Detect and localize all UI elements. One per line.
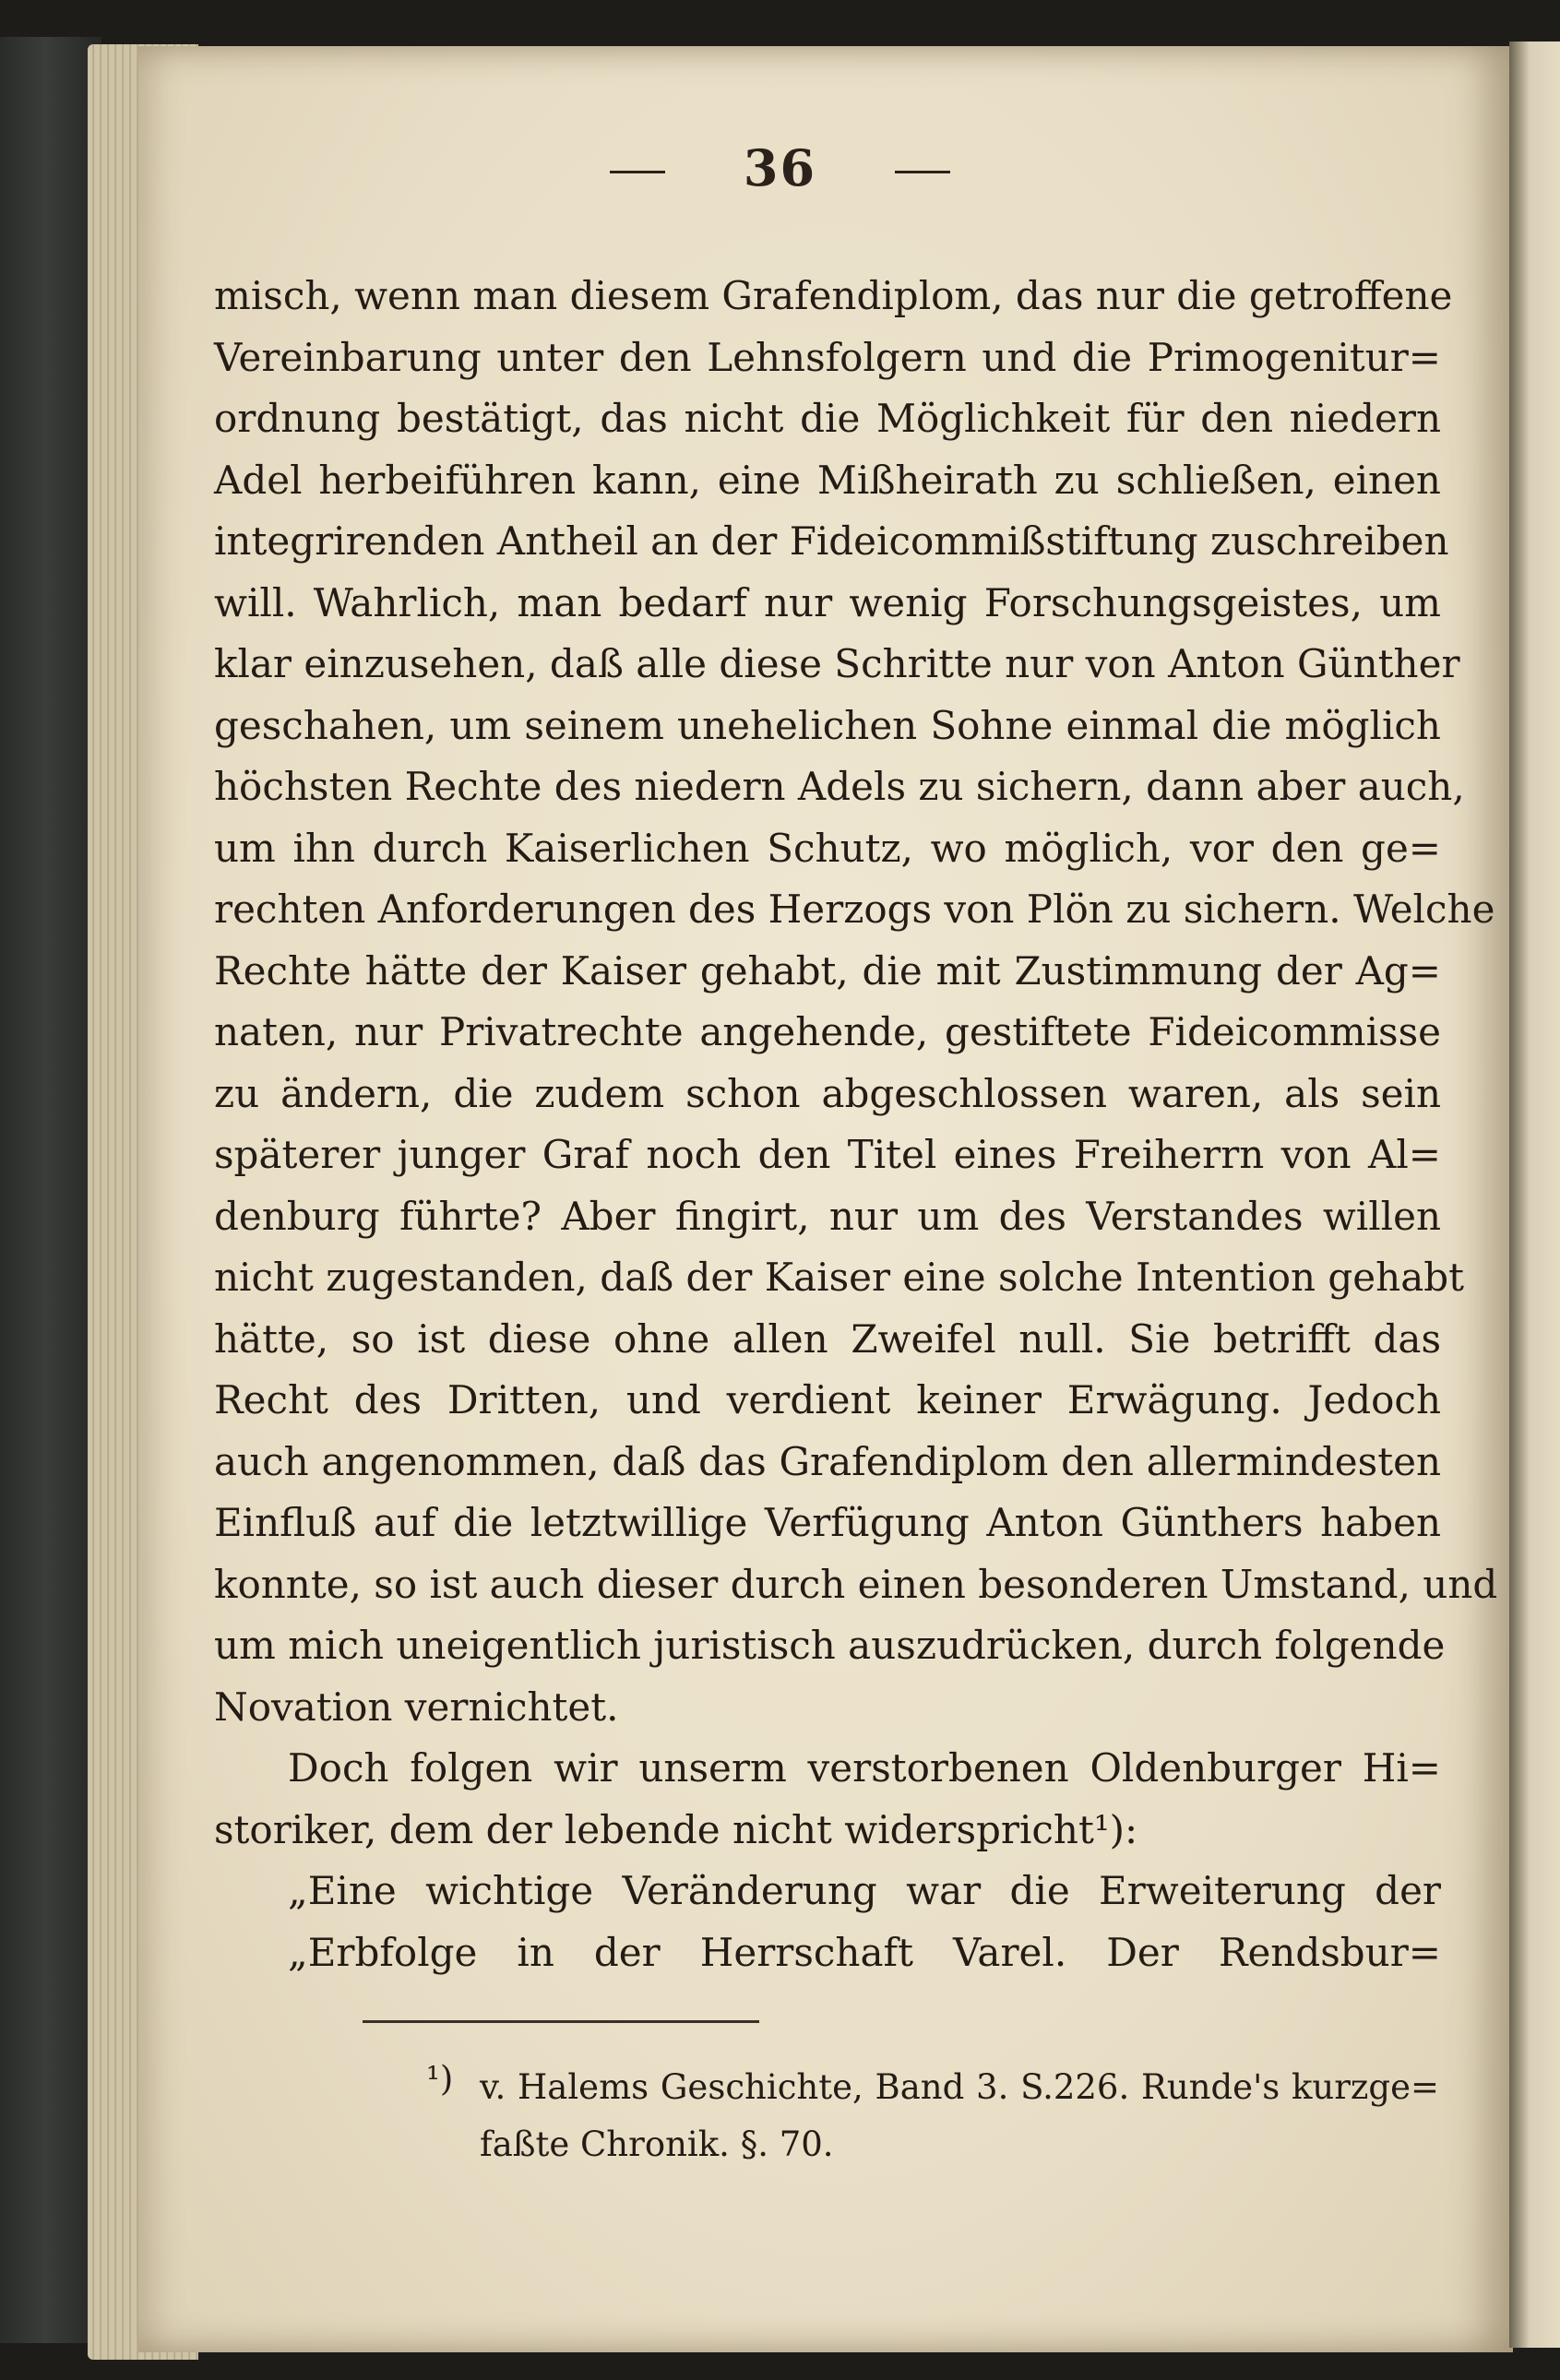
text-line: späterer junger Graf noch den Titel eines Freiherrn von Al= xyxy=(214,1132,1441,1177)
text-line: ordnung bestätigt, das nicht die Möglichkeit für den niedern xyxy=(214,396,1441,441)
footnote xyxy=(480,2059,1439,2173)
text-line: naten, nur Privatrechte angehende, gestiftete Fideicommisse xyxy=(214,1009,1441,1054)
text-line: storiker, dem der lebende nicht widerspricht¹): xyxy=(214,1806,1138,1852)
text-line: integrirenden Antheil an der Fideicommißstiftung zuschreiben xyxy=(214,518,1449,564)
text-line: will. Wahrlich, man bedarf nur wenig Forschungsgeistes, um xyxy=(214,579,1441,625)
page-number: 36 xyxy=(743,138,817,197)
facing-page-edge xyxy=(1509,42,1560,2348)
text-line: Rechte hätte der Kaiser gehabt, die mit Zustimmung der Ag= xyxy=(214,947,1441,994)
text-line: Recht des Dritten, und verdient keiner Erwägung. Jedoch xyxy=(214,1377,1441,1422)
header-dash-right xyxy=(895,171,950,173)
text-line: Novation vernichtet. xyxy=(214,1684,619,1730)
footnote-line: v. Halems Geschichte, Band 3. S.226. Runde's kurzge= xyxy=(480,2067,1439,2107)
book-cover-edge xyxy=(0,37,101,2343)
text-line: rechten Anforderungen des Herzogs von Plön zu sichern. Welche xyxy=(214,887,1495,932)
footnote-divider xyxy=(363,2020,759,2023)
text-line: nicht zugestanden, daß der Kaiser eine solche Intention gehabt xyxy=(214,1255,1465,1300)
footnote-line: faßte Chronik. §. 70. xyxy=(480,2124,834,2164)
text-line: geschahen, um seinem unehelichen Sohne einmal die möglich xyxy=(214,702,1441,748)
footnote-marker: ¹) xyxy=(426,2059,454,2099)
text-line: Einfluß auf die letztwillige Verfügung Anton Günthers haben xyxy=(214,1500,1441,1545)
text-line: um mich uneigentlich juristisch auszudrücken, durch folgende xyxy=(214,1623,1446,1668)
text-line: zu ändern, die zudem schon abgeschlossen waren, als sein xyxy=(214,1070,1441,1116)
page-header xyxy=(0,138,1560,197)
text-line: höchsten Rechte des niedern Adels zu sichern, dann aber auch, xyxy=(214,764,1465,809)
text-line: hätte, so ist diese ohne allen Zweifel null. Sie betrifft das xyxy=(214,1315,1441,1362)
text-line: klar einzusehen, daß alle diese Schritte nur von Anton Günther xyxy=(214,641,1460,686)
text-line: „Erbfolge in der Herrschaft Varel. Der Rendsbur= xyxy=(288,1929,1441,1975)
text-line: Vereinbarung unter den Lehnsfolgern und die Primogenitur= xyxy=(214,334,1441,380)
text-line: misch, wenn man diesem Grafendiplom, das nur die getroffene xyxy=(214,273,1453,318)
text-line: auch angenommen, daß das Grafendiplom den allermindesten xyxy=(214,1438,1441,1484)
text-line: Adel herbeiführen kann, eine Mißheirath zu schließen, einen xyxy=(214,457,1441,503)
body-text xyxy=(214,266,1498,1983)
text-line: um ihn durch Kaiserlichen Schutz, wo möglich, vor den ge= xyxy=(214,825,1441,871)
header-dash-left xyxy=(610,171,665,173)
text-line: denburg führte? Aber fingirt, nur um des Verstandes willen xyxy=(214,1193,1441,1239)
text-line: konnte, so ist auch dieser durch einen besonderen Umstand, und xyxy=(214,1561,1498,1607)
text-line: Doch folgen wir unserm verstorbenen Oldenburger Hi= xyxy=(288,1745,1441,1791)
text-line: „Eine wichtige Veränderung war die Erweiterung der xyxy=(288,1868,1441,1913)
